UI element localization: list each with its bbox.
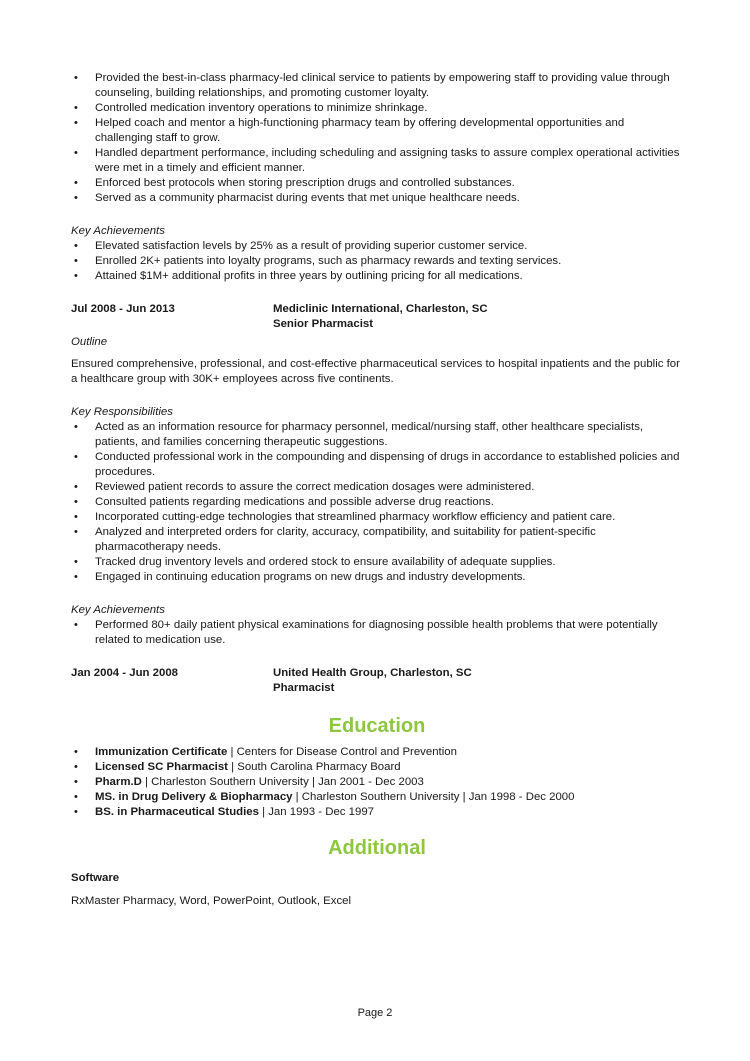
education-detail: | Charleston Southern University | Jan 1998 - Dec 2000 (292, 791, 575, 803)
job3-title: Pharmacist (273, 682, 335, 694)
job2-responsibilities-list (71, 420, 683, 585)
list-item: • Elevated satisfaction levels by 25% as a result of providing superior customer service. (71, 239, 683, 254)
list-item: • Engaged in continuing education programs on new drugs and industry developments. (71, 570, 683, 585)
list-item: • Conducted professional work in the compounding and dispensing of drugs in accordance to established policies and procedures. (71, 450, 683, 480)
job3-company: United Health Group, Charleston, SC (273, 667, 472, 679)
list-item (71, 760, 683, 775)
list-item (71, 790, 683, 805)
education-detail: | South Carolina Pharmacy Board (227, 761, 401, 773)
list-item: • Controlled medication inventory operations to minimize shrinkage. (71, 101, 683, 116)
education-name: MS. in Drug Delivery & Biopharmacy (95, 791, 293, 803)
list-item: • Performed 80+ daily patient physical examinations for diagnosing possible health problems that were potentially related to medication use. (71, 618, 683, 648)
education-detail: | Centers for Disease Control and Prevention (227, 746, 457, 758)
education-name: BS. in Pharmaceutical Studies (95, 806, 259, 818)
page-number: Page 2 (357, 1007, 393, 1019)
education-detail: | Charleston Southern University | Jan 2001 - Dec 2003 (141, 776, 424, 788)
list-item: • Tracked drug inventory levels and ordered stock to ensure availability of adequate supplies. (71, 555, 683, 570)
job3-dates: Jan 2004 - Jun 2008 (71, 667, 179, 679)
job2-title: Senior Pharmacist (273, 318, 374, 330)
software-list: RxMaster Pharmacy, Word, PowerPoint, Outlook, Excel (71, 895, 352, 907)
job2-achievements-heading: Key Achievements (71, 604, 165, 616)
education-heading: Education (328, 715, 426, 737)
job3-header (71, 666, 683, 696)
education-list (71, 745, 683, 820)
job2-responsibilities-heading: Key Responsibilities (71, 406, 173, 418)
education-detail: | Jan 1993 - Dec 1997 (258, 806, 374, 818)
job1-achievements-heading: Key Achievements (71, 225, 165, 237)
job2-achievements-list (71, 618, 683, 648)
list-item: • Attained $1M+ additional profits in three years by outlining pricing for all medications. (71, 269, 683, 284)
education-name: Pharm.D (95, 776, 142, 788)
list-item: • Handled department performance, including scheduling and assigning tasks to assure complex operational activities were met in a timely and efficient manner. (71, 146, 683, 176)
job1-responsibilities-list (71, 71, 683, 206)
list-item (71, 805, 683, 820)
list-item: • Served as a community pharmacist during events that met unique healthcare needs. (71, 191, 683, 206)
list-item: • Provided the best-in-class pharmacy-led clinical service to patients by empowering staff to providing value through counseling, building relationships, and promoting customer loyalty. (71, 71, 683, 101)
list-item: • Incorporated cutting-edge technologies that streamlined pharmacy workflow efficiency and patient care. (71, 510, 683, 525)
list-item: • Helped coach and mentor a high-functioning pharmacy team by offering developmental opportunities and challenging staff to grow. (71, 116, 683, 146)
list-item: • Enforced best protocols when storing prescription drugs and controlled substances. (71, 176, 683, 191)
education-name: Immunization Certificate (95, 746, 228, 758)
list-item: • Enrolled 2K+ patients into loyalty programs, such as pharmacy rewards and texting services. (71, 254, 683, 269)
list-item: • Analyzed and interpreted orders for clarity, accuracy, compatibility, and suitability for patient-specific pharmacotherapy needs. (71, 525, 683, 555)
list-item: • Consulted patients regarding medications and possible adverse drug reactions. (71, 495, 683, 510)
job2-header (71, 302, 683, 332)
list-item: • Acted as an information resource for pharmacy personnel, medical/nursing staff, other healthcare specialists, patients, and families concerning therapeutic suggestions. (71, 420, 683, 450)
job2-dates: Jul 2008 - Jun 2013 (71, 303, 175, 315)
job2-company: Mediclinic International, Charleston, SC (273, 303, 488, 315)
resume-page (71, 71, 683, 909)
software-heading: Software (71, 872, 120, 884)
job2-outline-heading: Outline (71, 336, 108, 348)
job2-outline-text: Ensured comprehensive, professional, and cost-effective pharmaceutical services to hospital inpatients and the public for a healthcare group with 30K+ employees across five continents. (71, 358, 680, 385)
additional-heading: Additional (328, 837, 426, 859)
job1-achievements-list (71, 239, 683, 284)
education-name: Licensed SC Pharmacist (95, 761, 228, 773)
list-item (71, 775, 683, 790)
list-item: • Reviewed patient records to assure the correct medication dosages were administered. (71, 480, 683, 495)
list-item (71, 745, 683, 760)
